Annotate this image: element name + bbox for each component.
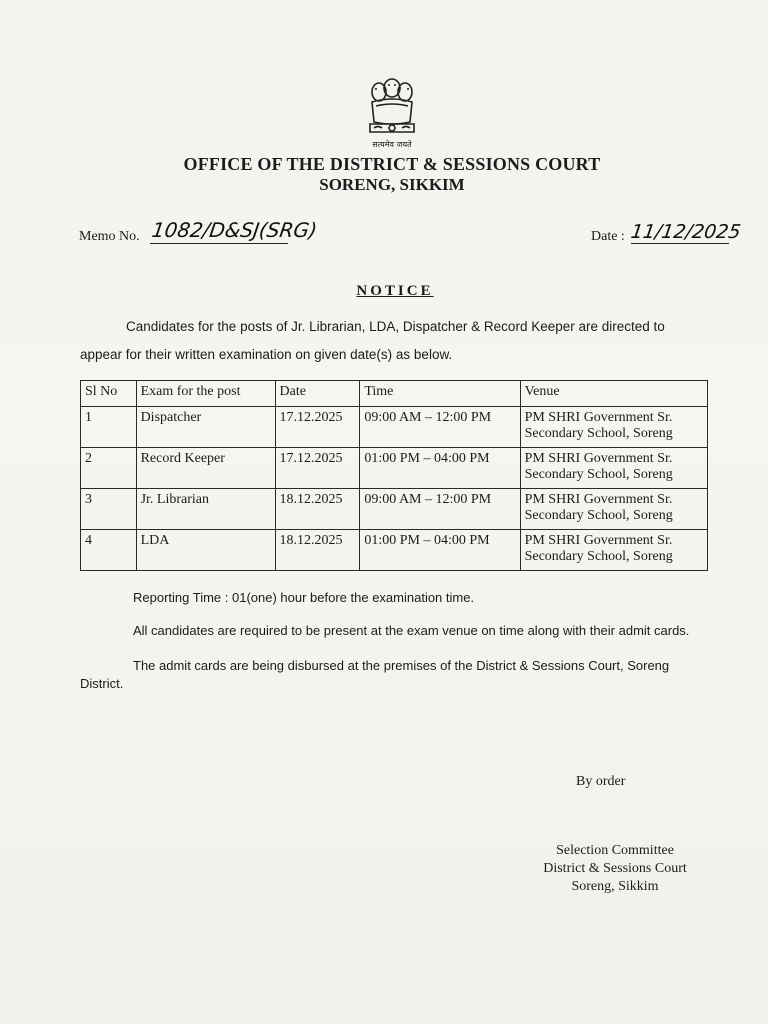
signature-line-2: District & Sessions Court <box>543 861 687 876</box>
header-sl-no: Sl No <box>81 381 137 407</box>
signature-block <box>530 842 700 896</box>
by-order: By order <box>576 774 626 789</box>
notice-heading: NOTICE <box>356 283 434 299</box>
date-label: Date : <box>591 229 625 244</box>
memo-number: 1082/D&SJ(SRG) <box>150 218 319 242</box>
table-row <box>81 448 708 489</box>
table-row <box>81 530 708 571</box>
cell-time: 09:00 AM – 12:00 PM <box>360 407 520 448</box>
admit-card-paragraph: The admit cards are being disbursed at the premises of the District & Sessions Court, Soreng District. <box>80 658 670 691</box>
cell-venue: PM SHRI Government Sr. Secondary School, Soreng <box>520 530 707 571</box>
cell-exam-post: Jr. Librarian <box>136 489 275 530</box>
office-location: SORENG, SIKKIM <box>319 175 465 194</box>
reporting-time: Reporting Time : 01(one) hour before the examination time. <box>133 590 475 605</box>
signature-line-3: Soreng, Sikkim <box>571 879 659 894</box>
table-row <box>81 489 708 530</box>
cell-sl-no: 1 <box>81 407 137 448</box>
cell-venue: PM SHRI Government Sr. Secondary School, Soreng <box>520 407 707 448</box>
date-underline <box>631 243 729 244</box>
memo-label: Memo No. <box>79 229 140 244</box>
header-exam-post: Exam for the post <box>136 381 275 407</box>
emblem-motto: सत्यमेव जयते <box>372 140 412 149</box>
cell-sl-no: 3 <box>81 489 137 530</box>
cell-time: 09:00 AM – 12:00 PM <box>360 489 520 530</box>
memo-underline <box>150 243 288 244</box>
cell-exam-post: LDA <box>136 530 275 571</box>
cell-time: 01:00 PM – 04:00 PM <box>360 530 520 571</box>
cell-venue: PM SHRI Government Sr. Secondary School, Soreng <box>520 489 707 530</box>
header-venue: Venue <box>520 381 707 407</box>
cell-exam-post: Record Keeper <box>136 448 275 489</box>
cell-sl-no: 2 <box>81 448 137 489</box>
header-date: Date <box>275 381 360 407</box>
cell-date: 18.12.2025 <box>275 530 360 571</box>
cell-sl-no: 4 <box>81 530 137 571</box>
table-row <box>81 407 708 448</box>
exam-schedule-table <box>80 380 708 571</box>
cell-date: 17.12.2025 <box>275 448 360 489</box>
cell-date: 18.12.2025 <box>275 489 360 530</box>
cell-exam-post: Dispatcher <box>136 407 275 448</box>
table-header-row <box>81 381 708 407</box>
cell-date: 17.12.2025 <box>275 407 360 448</box>
cell-time: 01:00 PM – 04:00 PM <box>360 448 520 489</box>
intro-paragraph: Candidates for the posts of Jr. Librarian, LDA, Dispatcher & Record Keeper are directed to appear for their written examination on given date(s) as below. <box>80 319 665 362</box>
signature-line-1: Selection Committee <box>556 843 674 858</box>
attendance-paragraph: All candidates are required to be present at the exam venue on time along with their admit cards. <box>133 623 690 638</box>
office-title: OFFICE OF THE DISTRICT & SESSIONS COURT <box>183 154 601 174</box>
header-time: Time <box>360 381 520 407</box>
date-value: 11/12/2025 <box>629 221 743 243</box>
cell-venue: PM SHRI Government Sr. Secondary School, Soreng <box>520 448 707 489</box>
